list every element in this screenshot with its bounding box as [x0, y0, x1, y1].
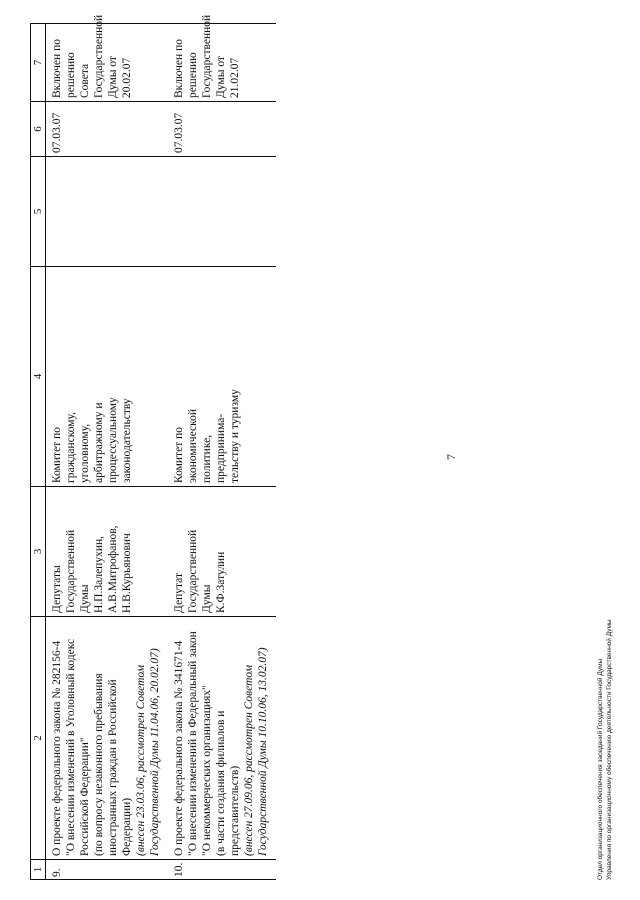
decision-line: Думы от 20.02.07	[107, 56, 133, 98]
committee-line: политике,	[201, 434, 213, 483]
bill-status-note: Государственной Думы 11.04.06, 20.02.07)	[149, 648, 161, 856]
bill-description	[46, 617, 169, 860]
author-line: Н.П.Залепухин,	[93, 535, 105, 613]
responsible-committee	[168, 267, 276, 487]
review-date: 07.03.07	[46, 102, 169, 157]
bill-text-line: "О некоммерческих организациях"	[201, 685, 213, 856]
column-header: 6	[31, 102, 46, 157]
bill-description	[168, 617, 276, 860]
responsible-committee	[46, 267, 169, 487]
author-line: А.В.Митрофанов,	[107, 525, 119, 613]
decision-line: Думы от 21.02.07	[215, 56, 241, 98]
footer-line: Управления по организационному обеспечению деятельности Государственной Думы	[606, 619, 613, 880]
committee-line: Комитет по	[173, 427, 185, 483]
bill-text-line: (в части создания филиалов и	[215, 710, 227, 856]
bill-text-line: О проекте федерального закона № 282156-4	[51, 640, 63, 856]
bill-text-line: иностранных граждан в Российской	[107, 679, 119, 856]
column-header: 2	[31, 617, 46, 860]
row-number: 10.	[168, 860, 276, 880]
column-5-cell	[168, 157, 276, 267]
author-line: Депутаты	[51, 565, 63, 613]
bill-text-line: (по вопросу незаконного пребывания	[93, 673, 105, 856]
author-line: Государственной	[187, 529, 199, 613]
footer-line: Отдел организационного обеспечения заседаний Государственной Думы	[597, 658, 604, 880]
bill-text-line: представительств)	[229, 765, 241, 856]
bill-status-note: Государственной Думы 10.10.06, 13.02.07)	[257, 647, 269, 856]
bill-text-line: "О внесении изменений в Федеральный закон	[187, 631, 199, 856]
author-line: К.Ф.Затулин	[215, 551, 227, 613]
author-line: Государственной	[65, 529, 77, 613]
bill-text-line: "О внесении изменений в Уголовный кодекс	[65, 638, 77, 856]
bill-status-note: (внесен 23.03.06, рассмотрен Советом	[135, 664, 147, 856]
review-date: 07.03.07	[168, 102, 276, 157]
row-number: 9.	[46, 860, 169, 880]
column-header: 3	[31, 487, 46, 617]
committee-line: законодательству	[121, 398, 133, 483]
column-header: 1	[31, 860, 46, 880]
author-line: Н.В.Курьянович	[121, 533, 133, 613]
column-header: 7	[31, 24, 46, 102]
committee-line: тельству и туризму	[229, 389, 241, 483]
committee-line: уголовному,	[79, 423, 91, 483]
author-line: Депутат	[173, 573, 185, 613]
bill-text-line: О проекте федерального закона № 341671-4	[173, 640, 185, 856]
bill-text-line: Федерации)	[121, 797, 133, 856]
bill-status-note: (внесен 27.09.06, рассмотрен Советом	[243, 664, 255, 856]
author-line: Думы	[201, 584, 213, 613]
column-header: 4	[31, 267, 46, 487]
committee-line: экономической	[187, 409, 199, 483]
decision-line: Включен по	[173, 39, 185, 98]
decision-line: Включен по	[51, 39, 63, 98]
decision-line: Государственной	[201, 14, 213, 98]
committee-line: предпринима-	[215, 413, 227, 483]
column-header: 5	[31, 157, 46, 267]
table-row	[168, 24, 276, 880]
bill-authors	[168, 487, 276, 617]
document-footer	[596, 619, 614, 880]
table-header-row	[31, 24, 46, 880]
committee-line: гражданскому,	[65, 411, 77, 483]
agenda-table	[30, 14, 276, 880]
decision-line: решению Совета	[65, 52, 91, 98]
decision-line: Государственной	[93, 14, 105, 98]
column-5-cell	[46, 157, 169, 267]
table-row	[46, 24, 169, 880]
author-line: Думы	[79, 584, 91, 613]
bill-text-line: Российской Федерации"	[79, 737, 91, 856]
page-number: 7	[444, 454, 458, 460]
committee-line: процессуальному	[107, 397, 119, 483]
inclusion-decision	[46, 14, 169, 102]
committee-line: Комитет по	[51, 427, 63, 483]
bill-authors	[46, 487, 169, 617]
committee-line: арбитражному и	[93, 402, 105, 483]
inclusion-decision	[168, 14, 276, 102]
decision-line: решению	[187, 52, 199, 98]
